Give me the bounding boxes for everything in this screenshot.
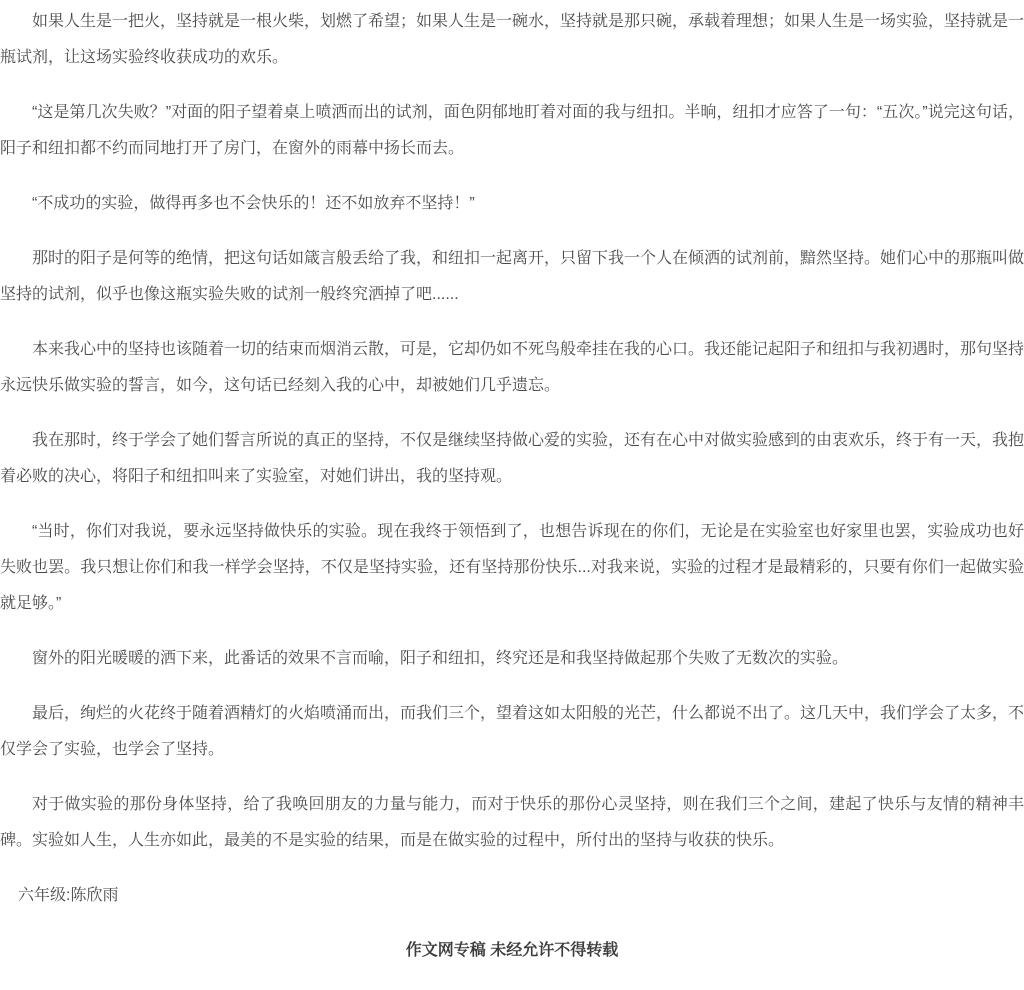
essay-paragraph-6: 我在那时，终于学会了她们誓言所说的真正的坚持，不仅是继续坚持做心爱的实验，还有在心中对做实验感到的由衷欢乐，终于有一天，我抱着必败的决心，将阳子和纽扣叫来了实验室，对她们讲出，我的坚持观。 <box>0 432 1024 485</box>
copyright-notice: 作文网专稿 未经允许不得转载 <box>405 942 619 959</box>
essay-paragraph-4: 那时的阳子是何等的绝情，把这句话如箴言般丢给了我，和纽扣一起离开，只留下我一个人在倾洒的试剂前，黯然坚持。她们心中的那瓶叫做坚持的试剂，似乎也像这瓶实验失败的试剂一般终究洒掉了吧...... <box>0 250 1024 303</box>
essay-paragraph-8: 窗外的阳光暖暖的洒下来，此番话的效果不言而喻，阳子和纽扣，终究还是和我坚持做起那个失败了无数次的实验。 <box>32 650 849 667</box>
essay-paragraph-7: “当时，你们对我说，要永远坚持做快乐的实验。现在我终于领悟到了，也想告诉现在的你们，无论是在实验室也好家里也罢，实验成功也好失败也罢。我只想让你们和我一样学会坚持，不仅是坚持实验，还有坚持那份快乐...对我来说，实验的过程才是最精彩的，只要有你们一起做实验就足够。” <box>0 523 1024 612</box>
essay-paragraph-1: 如果人生是一把火，坚持就是一根火柴，划燃了希望；如果人生是一碗水，坚持就是那只碗，承载着理想；如果人生是一场实验，坚持就是一瓶试剂，让这场实验终收获成功的欢乐。 <box>0 13 1024 66</box>
essay-paragraph-5: 本来我心中的坚持也该随着一切的结束而烟消云散，可是，它却仍如不死鸟般牵挂在我的心口。我还能记起阳子和纽扣与我初遇时，那句坚持永远快乐做实验的誓言，如今，这句话已经刻入我的心中，却被她们几乎遗忘。 <box>0 341 1024 394</box>
essay-paragraph-3: “不成功的实验，做得再多也不会快乐的！还不如放弃不坚持！” <box>32 195 475 212</box>
author-line: 六年级:陈欣雨 <box>18 887 119 904</box>
essay-paragraph-10: 对于做实验的那份身体坚持，给了我唤回朋友的力量与能力，而对于快乐的那份心灵坚持，则在我们三个之间，建起了快乐与友情的精神丰碑。实验如人生，人生亦如此，最美的不是实验的结果，而是在做实验的过程中，所付出的坚持与收获的快乐。 <box>0 796 1024 849</box>
essay-paragraph-9: 最后，绚烂的火花终于随着酒精灯的火焰喷涌而出，而我们三个，望着这如太阳般的光芒，什么都说不出了。这几天中，我们学会了太多，不仅学会了实验，也学会了坚持。 <box>0 705 1024 758</box>
essay-paragraph-2: “这是第几次失败？”对面的阳子望着桌上喷洒而出的试剂，面色阴郁地盯着对面的我与纽扣。半晌，纽扣才应答了一句：“五次。”说完这句话，阳子和纽扣都不约而同地打开了房门，在窗外的雨幕中扬长而去。 <box>0 104 1024 157</box>
